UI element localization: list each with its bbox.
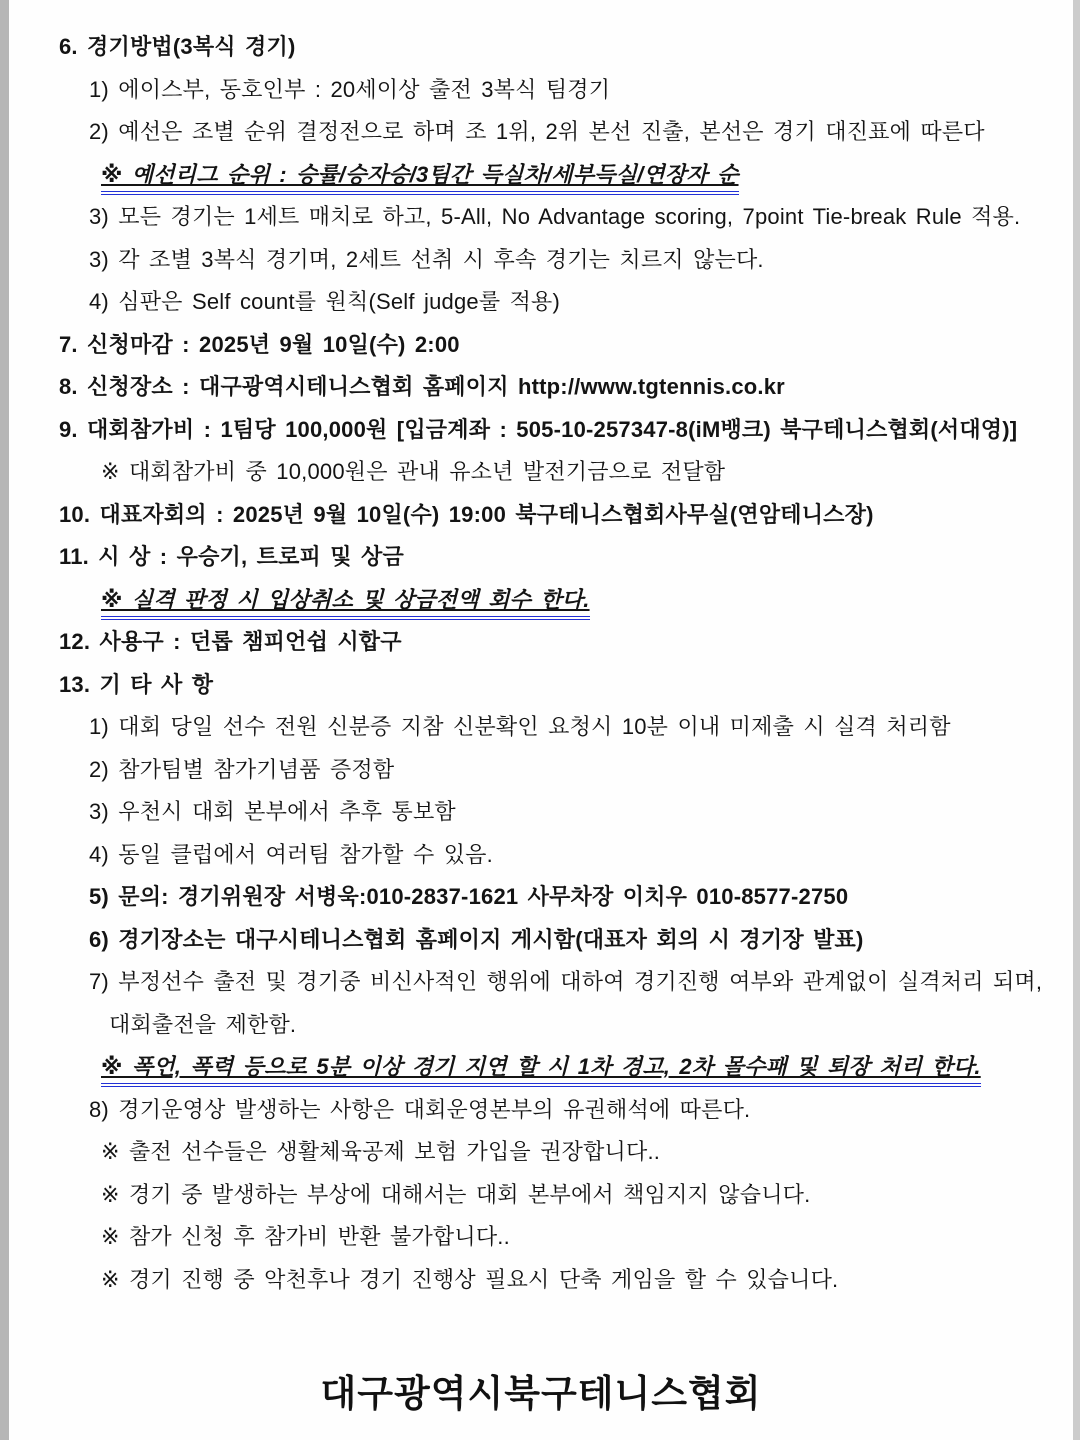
doc-line: ※ 경기 진행 중 악천후나 경기 진행상 필요시 단축 게임을 할 수 있습니다. xyxy=(101,1266,839,1292)
doc-line: 9. 대회참가비 : 1팀당 100,000원 [입금계좌 : 505-10-257347-8(iM뱅크) 북구테니스협회(서대영)] xyxy=(59,416,1018,442)
doc-line: ※ 참가 신청 후 참가비 반환 불가합니다.. xyxy=(101,1224,510,1249)
doc-line: 6. 경기방법(3복식 경기) xyxy=(59,34,296,59)
doc-line: 2) 예선은 조별 순위 결정전으로 하며 조 1위, 2위 본선 진출, 본선은 경기 대진표에 따른다 xyxy=(89,119,985,144)
doc-line: 4) 심판은 Self count를 원칙(Self judge룰 적용) xyxy=(89,289,561,314)
doc-line: 13. 기 타 사 항 xyxy=(59,671,214,697)
doc-line: 6) 경기장소는 대구시테니스협회 홈페이지 게시함(대표자 회의 시 경기장 발표) xyxy=(89,926,864,952)
doc-line: 대회출전을 제한함. xyxy=(109,1011,297,1037)
document-page xyxy=(9,0,1073,1440)
doc-line: 10. 대표자회의 : 2025년 9월 10일(수) 19:00 북구테니스협회사무실(연암테니스장) xyxy=(59,501,874,527)
underlined-note: ※ 예선리그 순위 : 승률/승자승/3팀간 득실차/세부득실/연장자 순 xyxy=(101,160,739,195)
doc-line xyxy=(9,154,1073,197)
doc-line: 5) 문의: 경기위원장 서병욱:010-2837-1621 사무차장 이치우 010-8577-2750 xyxy=(89,884,849,909)
document-body xyxy=(9,26,1073,1301)
doc-line: 8. 신청장소 : 대구광역시테니스협회 홈페이지 http://www.tgtennis.co.kr xyxy=(59,374,785,399)
doc-line: 3) 모든 경기는 1세트 매치로 하고, 5-All, No Advantage scoring, 7point Tie-break Rule 적용. xyxy=(89,204,1021,229)
doc-line: ※ 경기 중 발생하는 부상에 대해서는 대회 본부에서 책임지지 않습니다. xyxy=(101,1181,811,1207)
page-left-edge xyxy=(0,0,9,1440)
doc-line: 11. 시 상 : 우승기, 트로피 및 상금 xyxy=(59,544,404,569)
doc-line: ※ 출전 선수들은 생활체육공제 보험 가입을 권장합니다.. xyxy=(101,1139,661,1164)
doc-line: 4) 동일 클럽에서 여러팀 참가할 수 있음. xyxy=(89,841,493,867)
doc-line: 12. 사용구 : 던롭 챔피언쉽 시합구 xyxy=(59,629,402,654)
doc-line: 7. 신청마감 : 2025년 9월 10일(수) 2:00 xyxy=(59,331,460,357)
footer-organization-title: 대구광역시북구테니스협회 xyxy=(320,1373,762,1414)
doc-line: 2) 참가팀별 참가기념품 증정함 xyxy=(89,756,395,782)
doc-line: ※ 대회참가비 중 10,000원은 관내 유소년 발전기금으로 전달함 xyxy=(101,459,726,484)
doc-line xyxy=(9,579,1073,622)
doc-line: 3) 우천시 대회 본부에서 추후 통보함 xyxy=(89,799,456,824)
doc-line: 3) 각 조별 3복식 경기며, 2세트 선취 시 후속 경기는 치르지 않는다. xyxy=(89,246,764,272)
page-right-edge xyxy=(1073,0,1080,1440)
doc-line: 1) 에이스부, 동호인부 : 20세이상 출전 3복식 팀경기 xyxy=(89,76,611,102)
underlined-note: ※ 폭언, 폭력 등으로 5분 이상 경기 지연 할 시 1차 경고, 2차 몰수패 및 퇴장 처리 한다. xyxy=(101,1052,981,1087)
doc-line: 8) 경기운영상 발생하는 사항은 대회운영본부의 유권해석에 따른다. xyxy=(89,1096,751,1122)
underlined-note: ※ 실격 판정 시 입상취소 및 상금전액 회수 한다. xyxy=(101,585,590,620)
doc-line: 7) 부정선수 출전 및 경기중 비신사적인 행위에 대하여 경기진행 여부와 관계없이 실격처리 되며, xyxy=(89,969,1043,994)
doc-line xyxy=(9,1046,1073,1089)
doc-line: 1) 대회 당일 선수 전원 신분증 지참 신분확인 요청시 10분 이내 미제출 시 실격 처리함 xyxy=(89,714,951,739)
